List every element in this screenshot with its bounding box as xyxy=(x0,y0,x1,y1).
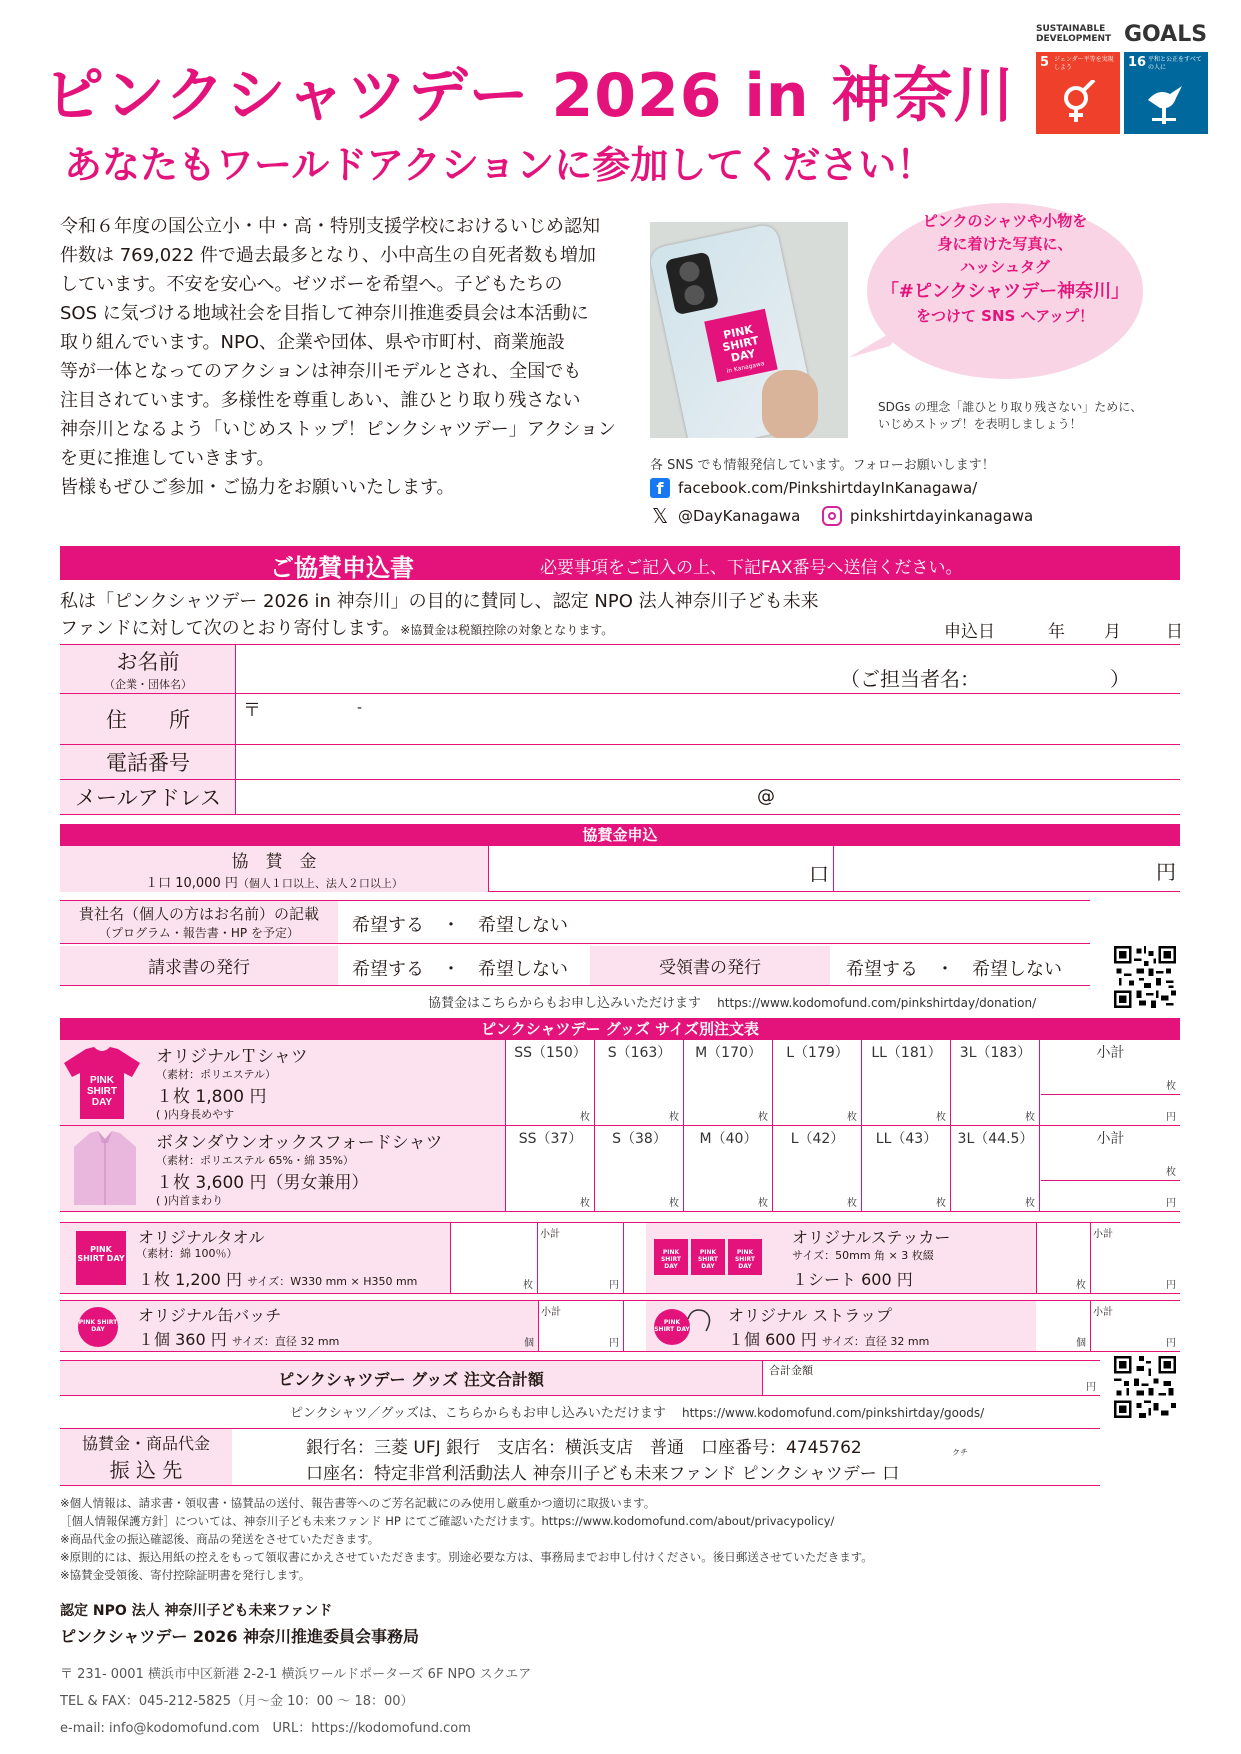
oxford-size-cell[interactable] xyxy=(685,1126,773,1211)
intro-line: しています。不安を安心へ。ゼツボーを希望へ。子どもたちの xyxy=(60,274,563,295)
sns-intro: 各 SNS でも情報発信しています。フォローお願いします！ xyxy=(650,458,995,473)
badge-strap-row xyxy=(60,1300,1180,1352)
size-label: S（38） xyxy=(612,1131,667,1147)
oxford-size-cell[interactable] xyxy=(863,1126,951,1211)
tshirt-note: ( )内身長めやす xyxy=(156,1108,235,1121)
size-label: LL（181） xyxy=(871,1045,942,1061)
listing-label: 貴社名（個人の方はお名前）の記載 xyxy=(78,905,319,923)
sticker-print: PINK SHIRT DAY xyxy=(654,1239,688,1275)
intro-paragraph xyxy=(60,212,620,502)
sdg16-text: 平和と公正をすべての人に xyxy=(1148,56,1202,71)
name-label: お名前 xyxy=(116,650,180,674)
listing-sublabel: （プログラム・報告書・HP を予定） xyxy=(99,926,299,940)
sdgs-note-line: いじめストップ！を表明しましょう！ xyxy=(878,417,1082,431)
size-label: 3L（44.5） xyxy=(957,1131,1034,1147)
goods-url[interactable]: https://www.kodomofund.com/pinkshirtday/goods/ xyxy=(681,1406,985,1420)
listing-choice[interactable]: 希望する ・ 希望しない xyxy=(352,915,568,936)
tshirt-subtotal-cell[interactable] xyxy=(1041,1040,1180,1125)
phone-label-cell xyxy=(60,745,236,779)
unit-label: 円 xyxy=(609,1280,619,1291)
oxford-shirt-image xyxy=(70,1129,140,1209)
svg-text:DAY: DAY xyxy=(91,1097,113,1108)
unit-label: 円 xyxy=(1166,1198,1176,1209)
amount-label: 協 賛 金 xyxy=(231,852,317,872)
unit-label: 枚 xyxy=(936,1198,946,1209)
size-label: M（40） xyxy=(699,1131,758,1147)
oxford-name: ボタンダウンオックスフォードシャツ xyxy=(156,1133,443,1153)
gender-equality-icon xyxy=(1058,80,1098,124)
sdg5-number: 5 xyxy=(1040,55,1050,70)
amount-unit-price: １口 10,000 円 xyxy=(145,876,238,891)
strap-price: １個 600 円 xyxy=(728,1330,817,1349)
sticker-image xyxy=(654,1239,762,1275)
phone-photo xyxy=(650,222,848,438)
footer-office: ピンクシャツデー 2026 神奈川推進委員会事務局 xyxy=(60,1627,420,1646)
sdg5-text: ジェンダー平等を実現しよう xyxy=(1054,56,1114,71)
unit-label: 枚 xyxy=(580,1198,590,1209)
sns-instagram[interactable] xyxy=(822,506,1033,526)
goods-total-field[interactable] xyxy=(762,1361,1100,1395)
subtotal-label: 小計 xyxy=(1093,1229,1113,1240)
unit-label: 枚 xyxy=(523,1280,533,1291)
subtotal-label: 小計 xyxy=(1093,1307,1113,1318)
footer-email: e-mail: info@kodomofund.com URL：https://kodomofund.com xyxy=(60,1721,471,1736)
tshirt-print-text xyxy=(60,1040,61,1041)
notes xyxy=(60,1494,1180,1584)
unit-label: 枚 xyxy=(847,1112,857,1123)
tshirt-price: １枚 1,800 円 xyxy=(156,1087,267,1107)
badge-size: サイズ：直径 32 mm xyxy=(231,1335,340,1348)
unit-label: 枚 xyxy=(936,1112,946,1123)
postal-mark: 〒 xyxy=(243,700,261,721)
oxford-material: （素材：ポリエステル 65%・綿 35%） xyxy=(156,1154,354,1167)
form-statement-line1: 私は「ピンクシャツデー 2026 in 神奈川」の目的に賛同し、認定 NPO 法人神奈川子ども未来 xyxy=(60,591,819,612)
phone-sticker-sub: in Kanagawa xyxy=(726,360,766,375)
intro-line: 皆様もぜひご参加・ご協力をお願いいたします。 xyxy=(60,477,455,498)
invoice-label-cell xyxy=(60,946,338,985)
address-label: 住 所 xyxy=(106,708,190,732)
subtotal-label: 小計 xyxy=(1096,1131,1125,1147)
sponsorship-amount-row xyxy=(60,846,1180,892)
email-field[interactable] xyxy=(237,780,1180,814)
bank-label1: 協賛金・商品代金 xyxy=(81,1434,210,1453)
unit-label: 枚 xyxy=(1166,1167,1176,1178)
date-month: 月 xyxy=(1104,622,1121,642)
oxford-size-cell[interactable] xyxy=(952,1126,1040,1211)
svg-text:SHIRT: SHIRT xyxy=(87,1086,117,1097)
postal-dash: - xyxy=(357,700,363,716)
note-line: ※協賛金受領後、寄付控除証明書を発行します。 xyxy=(60,1568,311,1582)
tshirt-material: （素材：ポリエステル） xyxy=(156,1068,277,1081)
sdgs-note-line: SDGs の理念「誰ひとり取り残さない」ために、 xyxy=(878,400,1143,414)
sticker-print: PINK SHIRT DAY xyxy=(728,1239,762,1275)
sdg5-tile xyxy=(1036,52,1120,134)
application-date[interactable] xyxy=(944,617,1183,642)
receipt-choice[interactable]: 希望する ・ 希望しない xyxy=(846,959,1062,980)
note-line: ※原則的には、振込用紙の控えをもって領収書にかえさせていただきます。別途必要な方は、事務局までお申し付けください。後日郵送させていただきます。 xyxy=(60,1550,873,1564)
unit-label: 枚 xyxy=(669,1198,679,1209)
unit-label: 個 xyxy=(524,1338,534,1349)
bank-label2: 振 込 先 xyxy=(109,1458,183,1482)
unit-label: 円 xyxy=(1166,1338,1176,1349)
badge-subtotal-field[interactable] xyxy=(538,1301,624,1351)
applicant-table xyxy=(60,644,1180,814)
unit-label: 円 xyxy=(609,1338,619,1349)
unit-kuchi: 口 xyxy=(809,862,829,886)
invoice-label: 請求書の発行 xyxy=(148,958,250,978)
name-label-cell xyxy=(60,645,236,693)
goods-qr-icon[interactable] xyxy=(1114,1356,1176,1418)
phone-label: 電話番号 xyxy=(106,751,190,775)
goods-total-label: ピンクシャツデー グッズ 注文合計額 xyxy=(278,1369,544,1389)
donation-online-text: 協賛金はこちらからもお申し込みいただけます xyxy=(428,996,702,1011)
strap-cord-icon xyxy=(684,1307,714,1341)
sns-x[interactable] xyxy=(650,506,800,526)
donation-url[interactable]: https://www.kodomofund.com/pinkshirtday/donation/ xyxy=(717,996,1037,1010)
sdgs-logo xyxy=(1036,22,1208,50)
note-line: ［個人情報保護方針］については、神奈川子ども未来ファンド HP にてご確認いただけます。https://www.kodomofund.com/about/privacypolicy/ xyxy=(60,1514,835,1528)
strap-subtotal-field[interactable] xyxy=(1090,1301,1180,1351)
date-day: 日 xyxy=(1166,622,1183,642)
form-statement-line2: ファンドに対して次のとおり寄付します。 xyxy=(60,618,401,639)
bank-line2: 口座名：特定非営利活動法人 神奈川子ども未来ファンド ピンクシャツデー 口 xyxy=(306,1464,900,1484)
towel-name: オリジナルタオル xyxy=(138,1228,265,1247)
svg-text:PINK: PINK xyxy=(90,1075,114,1086)
unit-label: 枚 xyxy=(1025,1198,1035,1209)
size-label: SS（37） xyxy=(518,1131,583,1147)
form-title: ご協賛申込書 xyxy=(270,554,414,582)
sdg16-number: 16 xyxy=(1128,55,1147,70)
x-icon: 𝕏 xyxy=(651,504,669,528)
oxford-size-cell[interactable] xyxy=(774,1126,862,1211)
page-subtitle: あなたもワールドアクションに参加してください！ xyxy=(64,143,935,187)
phone-field[interactable] xyxy=(237,745,1180,779)
sponsorship-header: 協賛金申込 xyxy=(60,824,1180,846)
tshirt-name: オリジナルＴシャツ xyxy=(156,1047,308,1067)
sticker-subtotal-field[interactable] xyxy=(1090,1223,1180,1293)
listing-row xyxy=(60,900,1090,944)
note-line: ※商品代金の振込確認後、商品の発送をさせていただきます。 xyxy=(60,1532,380,1546)
x-link[interactable]: @DayKanagawa xyxy=(678,507,801,525)
at-mark: @ xyxy=(757,786,775,807)
intro-line: 注目されています。多様性を尊重しあい、誰ひとり取り残さない xyxy=(60,390,581,411)
size-label: LL（43） xyxy=(875,1131,938,1147)
footer-org: 認定 NPO 法人 神奈川子ども未来ファンド xyxy=(60,1603,333,1619)
instagram-link[interactable]: pinkshirtdayinkanagawa xyxy=(850,507,1034,525)
intro-line: 取り組んでいます。NPO、企業や団体、県や市町村、商業施設 xyxy=(60,332,566,353)
tshirt-size-cell[interactable] xyxy=(507,1040,595,1125)
unit-label: 円 xyxy=(1086,1382,1096,1393)
sdgs-logo-line2: DEVELOPMENT xyxy=(1036,34,1112,44)
sdgs-note xyxy=(878,399,1142,433)
badge-price: １個 360 円 xyxy=(138,1330,227,1349)
footer-address: 〒 231- 0001 横浜市中区新港 2-2-1 横浜ワールドポーターズ 6F NPO スクエア xyxy=(60,1667,532,1682)
oxford-row xyxy=(60,1126,1180,1212)
receipt-label: 受領書の発行 xyxy=(659,958,761,978)
strap-print-text: PINK SHIRT DAY xyxy=(654,1319,690,1333)
amount-unit-note: （個人１口以上、法人２口以上） xyxy=(237,877,403,890)
towel-size: サイズ：W330 mm × H350 mm xyxy=(247,1275,418,1288)
goods-online-text: ピンクシャツ／グッズは、こちらからもお申し込みいただけます xyxy=(290,1406,666,1421)
size-label: SS（150） xyxy=(514,1045,587,1061)
tshirt-size-cell[interactable] xyxy=(863,1040,951,1125)
amount-yen-field[interactable] xyxy=(835,846,1180,892)
oxford-size-cell[interactable] xyxy=(507,1126,595,1211)
email-label: メールアドレス xyxy=(75,786,221,810)
towel-subtotal-field[interactable] xyxy=(538,1223,624,1293)
unit-label: 円 xyxy=(1166,1280,1176,1291)
form-statement-note: ※協賛金は税額控除の対象となります。 xyxy=(400,623,614,637)
form-instruction: 必要事項をご記入の上、下記FAX番号へ送信ください。 xyxy=(540,558,963,578)
unit-label: 枚 xyxy=(758,1112,768,1123)
intro-line: 神奈川となるよう「いじめストップ！ピンクシャツデー」アクション xyxy=(60,419,616,440)
oxford-note: ( )内首まわり xyxy=(156,1194,224,1207)
size-label: M（170） xyxy=(695,1045,762,1061)
intro-line: 等が一体となってのアクションは神奈川モデルとされ、全国でも xyxy=(60,361,582,382)
bank-row xyxy=(60,1428,1100,1486)
address-field[interactable] xyxy=(237,694,1180,744)
total-amount-label: 合計金額 xyxy=(769,1364,813,1377)
footer xyxy=(60,1600,960,1736)
subtotal-label: 小計 xyxy=(540,1229,560,1240)
unit-yen: 円 xyxy=(1156,860,1176,884)
bank-ruby: クチ xyxy=(952,1448,968,1457)
peace-dove-icon xyxy=(1142,82,1192,126)
bubble-line: をつけて SNS へアップ！ xyxy=(915,307,1095,325)
badge-print-text: PINK SHIRT DAY xyxy=(78,1319,118,1333)
intro-line: を更に推進していきます。 xyxy=(60,448,275,469)
sticker-price: １シート 600 円 xyxy=(792,1270,913,1289)
size-label: 3L（183） xyxy=(959,1045,1032,1061)
tshirt-size-cell[interactable] xyxy=(596,1040,684,1125)
facebook-icon: f xyxy=(650,478,670,498)
strap-qty-field[interactable] xyxy=(1036,1301,1090,1351)
size-label: L（42） xyxy=(790,1131,845,1147)
towel-qty-field[interactable] xyxy=(450,1223,538,1293)
sticker-print: PINK SHIRT DAY xyxy=(691,1239,725,1275)
footer-tel: TEL & FAX：045-212-5825（月〜金 10：00 〜 18：00） xyxy=(60,1694,414,1709)
sticker-size: サイズ：50mm 角 × 3 枚綴 xyxy=(792,1249,934,1262)
phone-sticker xyxy=(704,309,778,383)
units-field[interactable] xyxy=(488,846,834,892)
phone-sticker-text: PINK SHIRT DAY xyxy=(721,322,760,365)
sticker-qty-field[interactable] xyxy=(1036,1223,1090,1293)
unit-label: 枚 xyxy=(758,1198,768,1209)
bubble-line: ピンクのシャツや小物を xyxy=(922,212,1088,230)
donation-qr-icon[interactable] xyxy=(1114,946,1176,1008)
towel-print-text: PINK SHIRT DAY xyxy=(77,1245,125,1263)
intro-line: SOS に気づける地域社会を目指して神奈川推進委員会は本活動に xyxy=(60,303,589,324)
bubble-text xyxy=(880,210,1130,328)
size-label: L（179） xyxy=(786,1045,849,1061)
strap-size: サイズ：直径 32 mm xyxy=(821,1335,930,1348)
donation-online-note xyxy=(428,992,1036,1011)
towel-image xyxy=(76,1231,126,1285)
unit-label: 円 xyxy=(1166,1112,1176,1123)
unit-label: 枚 xyxy=(1166,1081,1176,1092)
badge-qty-field[interactable] xyxy=(450,1301,538,1351)
invoice-row xyxy=(60,946,1090,986)
sticker-name: オリジナルステッカー xyxy=(792,1228,951,1247)
listing-label-cell xyxy=(60,901,338,943)
amount-label-cell xyxy=(60,846,488,892)
note-line: ※個人情報は、請求書・領収書・協賛品の送付、報告書等へのご芳名記載にのみ使用し厳重かつ適切に取扱います。 xyxy=(60,1496,656,1510)
tshirt-size-cell[interactable] xyxy=(685,1040,773,1125)
bank-label-cell xyxy=(60,1429,232,1485)
unit-label: 枚 xyxy=(847,1198,857,1209)
unit-label: 枚 xyxy=(669,1112,679,1123)
goods-total-label-cell xyxy=(60,1361,762,1395)
sdg16-tile xyxy=(1124,52,1208,134)
towel-price: １枚 1,200 円 xyxy=(138,1270,242,1289)
oxford-price: １枚 3,600 円（男女兼用） xyxy=(156,1173,369,1193)
invoice-choice[interactable]: 希望する ・ 希望しない xyxy=(352,959,568,980)
form-statement xyxy=(60,588,819,644)
intro-line: 件数は 769,022 件で過去最多となり、小中高生の自死者数も増加 xyxy=(60,245,596,266)
towel-sticker-row xyxy=(60,1222,1180,1294)
badge-name: オリジナル缶バッチ xyxy=(138,1306,282,1325)
date-year: 年 xyxy=(1048,622,1065,642)
bank-line1: 銀行名：三菱 UFJ 銀行 支店名：横浜支店 普通 口座番号：4745762 xyxy=(306,1438,862,1458)
sns-facebook[interactable] xyxy=(650,478,977,498)
tshirt-row xyxy=(60,1040,1180,1126)
bubble-hashtag: 「#ピンクシャツデー神奈川」 xyxy=(880,281,1130,302)
badge-image xyxy=(78,1307,118,1347)
instagram-icon xyxy=(822,506,842,526)
unit-label: 個 xyxy=(1076,1338,1086,1349)
facebook-link[interactable]: facebook.com/PinkshirtdayInKanagawa/ xyxy=(678,479,978,497)
receipt-label-cell xyxy=(590,946,830,985)
towel-material: （素材：綿 100％） xyxy=(136,1247,238,1260)
goods-total-row xyxy=(60,1360,1100,1396)
oxford-subtotal-cell[interactable] xyxy=(1041,1126,1180,1211)
date-label: 申込日 xyxy=(944,622,995,642)
unit-label: 枚 xyxy=(1025,1112,1035,1123)
sdgs-logo-line1: SUSTAINABLE xyxy=(1036,24,1106,34)
bubble-line: 身に着けた写真に、 xyxy=(937,235,1073,253)
tshirt-image xyxy=(62,1045,142,1121)
subtotal-label: 小計 xyxy=(1096,1045,1125,1061)
tshirt-size-cell[interactable] xyxy=(774,1040,862,1125)
contact-person-field[interactable]: （ご担当者名： ） xyxy=(840,667,1130,691)
unit-label: 枚 xyxy=(1076,1280,1086,1291)
bubble-line: ハッシュタグ xyxy=(960,258,1050,276)
size-label: S（163） xyxy=(607,1045,672,1061)
subtotal-label: 小計 xyxy=(541,1307,561,1318)
name-sublabel: （企業・団体名） xyxy=(104,678,192,691)
page-title: ピンクシャツデー 2026 in 神奈川 xyxy=(44,61,1015,131)
intro-line: 令和６年度の国公立小・中・高・特別支援学校におけるいじめ認知 xyxy=(60,216,600,237)
sdgs-logo-goals: GOALS xyxy=(1124,22,1208,47)
unit-label: 枚 xyxy=(580,1112,590,1123)
form-header-bar xyxy=(60,546,1180,580)
address-label-cell xyxy=(60,694,236,744)
goods-header: ピンクシャツデー グッズ サイズ別注文表 xyxy=(60,1018,1180,1040)
tshirt-size-cell[interactable] xyxy=(952,1040,1040,1125)
email-label-cell xyxy=(60,780,236,814)
goods-online-note xyxy=(290,1402,984,1421)
oxford-size-cell[interactable] xyxy=(596,1126,684,1211)
strap-name: オリジナル ストラップ xyxy=(728,1306,892,1325)
